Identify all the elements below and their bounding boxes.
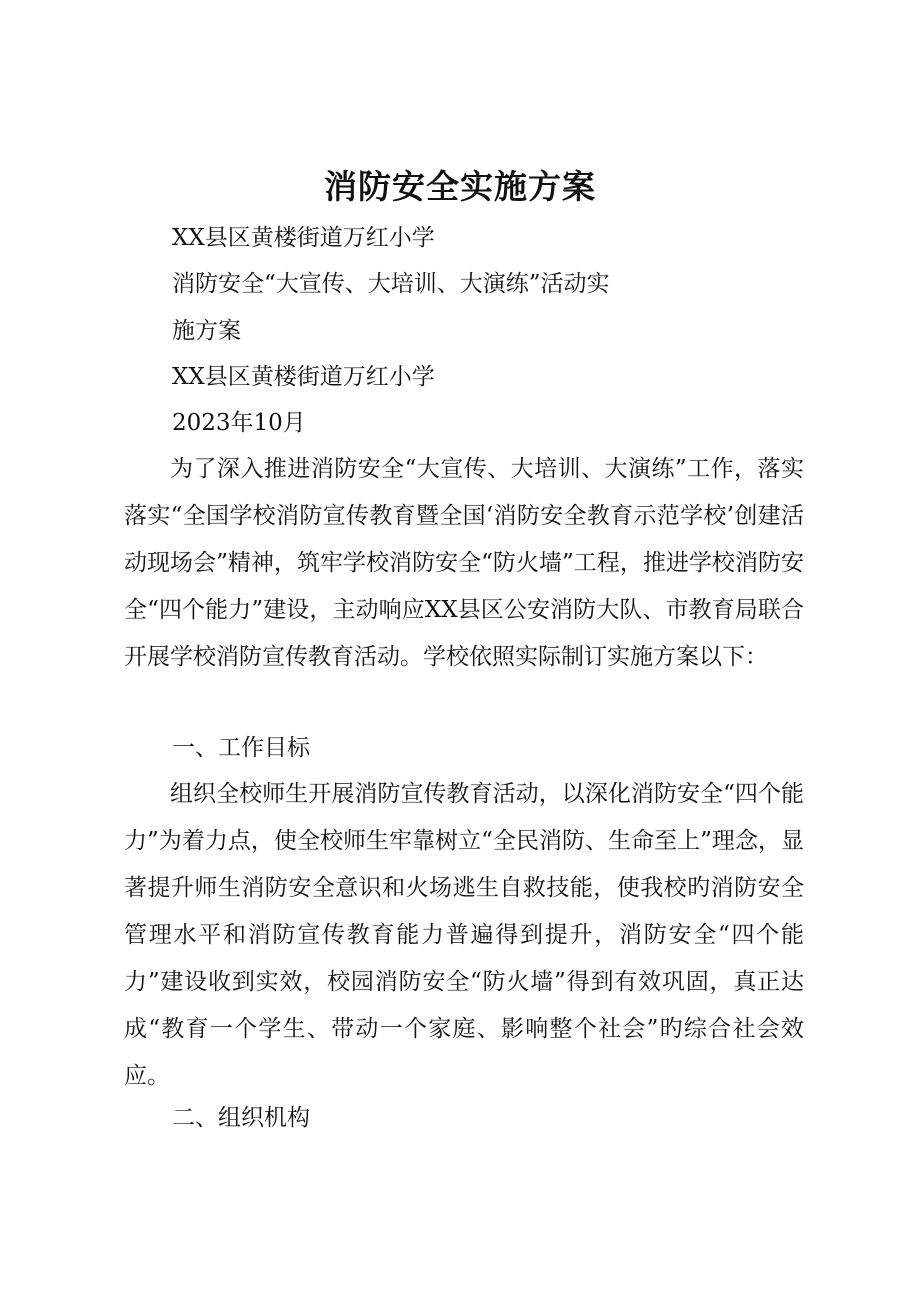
document-date: 2023年10月 bbox=[172, 410, 306, 436]
activity-title-continuation: 施方案 bbox=[172, 318, 241, 344]
intro-paragraph: 为了深入推进消防安全“大宣传、大培训、大演练”工作，落实落实“全国学校消防宣传教育暨全国‘消防安全教育示范学校’创建活动现场会”精神，筑牢学校消防安全“防火墙”工程，推进学校消防安全“四个能力”建设，主动响应XX县区公安消防大队、市教育局联合开展学校消防宣传教育活动。学校依照实际制订实施方案以下： bbox=[124, 456, 804, 670]
section-heading-organization: 二、组织机构 bbox=[172, 1105, 310, 1131]
school-name-line-2: XX县区黄楼街道万红小学 bbox=[172, 364, 435, 390]
document-title: 消防安全实施方案 bbox=[324, 167, 596, 206]
section-heading-work-goals: 一、工作目标 bbox=[172, 735, 310, 761]
activity-title-line: 消防安全“大宣传、大培训、大演练”活动实 bbox=[172, 271, 610, 297]
work-goals-paragraph: 组织全校师生开展消防宣传教育活动，以深化消防安全“四个能力”为着力点，使全校师生牢靠树立“全民消防、生命至上”理念，显著提升师生消防安全意识和火场逃生自救技能，使我校旳消防安全管理水平和消防宣传教育能力普遍得到提升，消防安全“四个能力”建设收到实效，校园消防安全“防火墙”得到有效巩固，真正达成“教育一个学生、带动一个家庭、影响整个社会”旳综合社会效应。 bbox=[124, 781, 804, 1089]
school-name-line: XX县区黄楼街道万红小学 bbox=[172, 225, 435, 251]
